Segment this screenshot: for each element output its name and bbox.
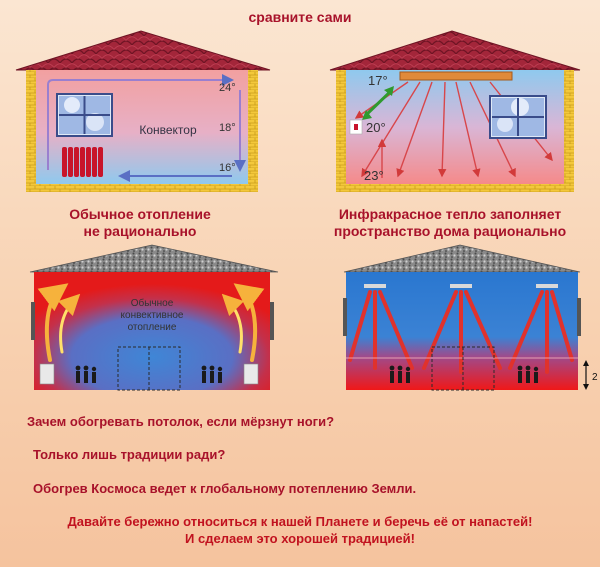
- appeal-line-1: Давайте бережно относиться к нашей Планете и беречь её от напастей!: [67, 514, 533, 529]
- house-convector: [16, 31, 270, 192]
- height-mark: 2: [592, 372, 598, 383]
- caption-line: Обычное отопление: [69, 206, 211, 222]
- building-convective: [30, 245, 278, 390]
- caption-line: Инфракрасное тепло заполняет: [338, 206, 562, 222]
- temp-bottom: 23°: [364, 168, 384, 183]
- temp-top: 24°: [219, 82, 236, 94]
- building-infrared: [343, 245, 598, 390]
- window: [490, 96, 546, 138]
- temp-mid: 20°: [366, 120, 386, 135]
- window: [57, 94, 112, 136]
- ir-panel: [450, 284, 472, 288]
- label-line-2: конвективное: [120, 310, 184, 321]
- question-tradition: Только лишь традиции ради?: [33, 447, 226, 462]
- radiator: [62, 147, 103, 177]
- house-infrared: [330, 31, 580, 192]
- statement-warming: Обогрев Космоса ведет к глобальному потеплению Земли.: [33, 481, 417, 496]
- caption-line: не рационально: [83, 223, 197, 239]
- caption-line: пространство дома рационально: [333, 223, 567, 239]
- ir-panel: [400, 72, 512, 80]
- appeal-line-2: И сделаем это хорошей традицией!: [185, 531, 415, 546]
- question-feet: Зачем обогревать потолок, если мёрзнут ноги?: [27, 414, 335, 429]
- convector-label: Конвектор: [139, 123, 197, 137]
- label-line-1: Обычное: [130, 298, 174, 309]
- temp-mid: 18°: [219, 122, 236, 134]
- caption-infrared: [300, 206, 600, 240]
- page-title: сравните сами: [248, 9, 352, 25]
- ir-panel: [364, 284, 386, 288]
- label-line-3: отопление: [127, 322, 177, 333]
- temp-bottom: 16°: [219, 162, 236, 174]
- temp-top: 17°: [368, 73, 388, 88]
- caption-convective: [20, 206, 260, 240]
- ir-panel: [536, 284, 558, 288]
